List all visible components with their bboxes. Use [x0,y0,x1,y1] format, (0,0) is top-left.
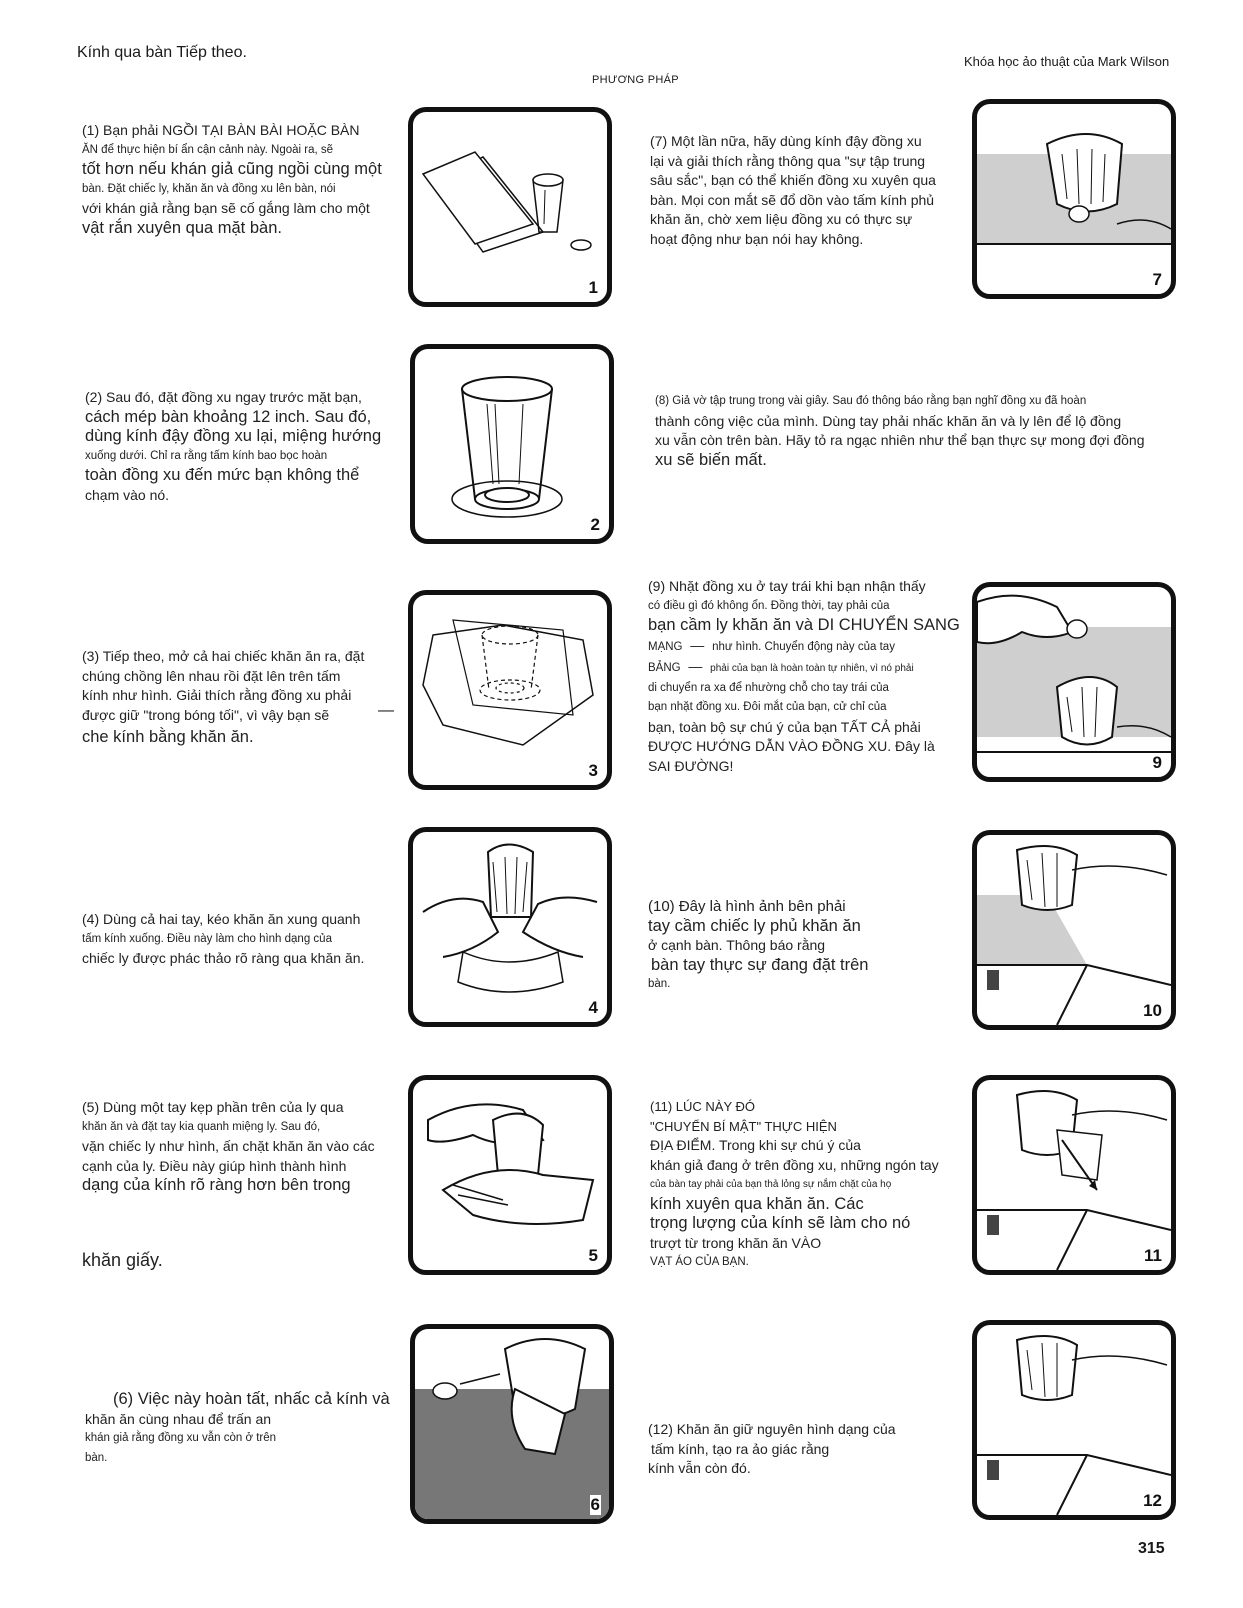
panel-number: 2 [590,515,600,534]
page-header-left: Kính qua bàn Tiếp theo. [77,44,247,61]
step-9-caption [648,577,960,776]
caption-line: toàn đồng xu đến mức bạn không thể [85,466,360,484]
step-8-caption [655,392,1145,470]
caption-line [648,636,960,658]
caption-line: tốt hơn nếu khán giả cũng ngồi cùng một [82,160,382,178]
napkin-retains-shape-illustration [977,1325,1171,1515]
illustration-panel-12 [972,1320,1176,1520]
caption-line: chạm vào nó. [85,486,170,503]
caption-line: lại và giải thích rằng thông qua "sự tập trung [650,152,926,169]
caption-line: khăn ăn cùng nhau để trấn an [85,1410,272,1427]
caption-line: ở cạnh bàn. Thông báo rằng [648,937,826,953]
dash-mark: — [690,636,705,653]
caption-line: cách mép bàn khoảng 12 inch. Sau đó, [85,407,372,426]
caption-line: được giữ "trong bóng tối", vì vậy bạn sẽ [82,706,330,723]
step-7-caption [650,132,936,249]
caption-line: di chuyển ra xa để nhường chỗ cho tay trái của [648,681,889,694]
panel-number: 1 [588,278,598,297]
caption-line: (4) Dùng cả hai tay, kéo khăn ăn xung quanh [82,911,361,927]
caption-line: "CHUYỂN BÍ MẬT" THỰC HIỆN [650,1118,837,1134]
caption-line: sâu sắc", bạn có thể khiến đồng xu xuyên qua [650,172,936,188]
step-5-caption [82,1098,375,1270]
glass-drops-into-lap-illustration [977,1080,1171,1270]
caption-line: bàn. [648,978,671,990]
caption-line: bàn. Đặt chiếc ly, khăn ăn và đồng xu lên bàn, nói [82,182,336,195]
caption-line: (2) Sau đó, đặt đồng xu ngay trước mặt bạn, [85,389,362,405]
caption-line: khăn giấy. [82,1249,163,1270]
panel-number: 7 [1152,270,1162,289]
step-2-caption [85,388,381,505]
hand-holding-covered-glass-illustration [977,104,1171,294]
panel-number: 10 [1143,1001,1162,1020]
step-11-caption [650,1097,939,1273]
caption-line: (9) Nhặt đồng xu ở tay trái khi bạn nhận thấy [648,578,926,594]
illustration-panel-5 [408,1075,612,1275]
illustration-panel-4 [408,827,612,1027]
caption-line: (7) Một lần nữa, hãy dùng kính đậy đồng xu [650,133,922,149]
caption-word: BẢNG [648,662,681,674]
dash-mark: — [688,658,703,674]
caption-line: (8) Giả vờ tập trung trong vài giây. Sau đó thông báo rằng bạn nghĩ đồng xu đã hoàn [655,395,1087,407]
caption-line: kính như hình. Giải thích rằng đồng xu phải [82,687,352,703]
caption-line: tấm kính xuống. Điều này làm cho hình dạng của [82,932,332,945]
caption-line: bạn, toàn bộ sự chú ý của bạn TẤT CẢ phải [648,718,921,735]
step-6-caption [85,1390,390,1468]
caption-line: kính vẫn còn đó. [648,1460,751,1476]
caption-line: có điều gì đó không ổn. Đồng thời, tay phải của [648,599,890,612]
caption-word: MẠNG [648,640,683,653]
caption-line: khán giả đang ở trên đồng xu, những ngón tay [650,1156,939,1173]
caption-line: chúng chồng lên nhau rồi đặt lên trên tấm [82,667,341,684]
illustration-panel-3 [408,590,612,790]
illustration-panel-9 [972,582,1176,782]
caption-line: SAI ĐƯỜNG! [648,757,734,774]
left-hand-picks-coin-illustration [977,587,1171,777]
caption-line: bàn. [85,1451,108,1464]
caption-line: ĐƯỢC HƯỚNG DẪN VÀO ĐỒNG XU. Đây là [648,738,935,754]
panel-number: 6 [590,1495,600,1514]
illustration-panel-10 [972,830,1176,1030]
glass-over-coin-illustration [415,349,609,539]
caption-line: (12) Khăn ăn giữ nguyên hình dạng của [648,1421,896,1437]
caption-line: xu vẫn còn trên bàn. Hãy tỏ ra ngạc nhiên như thể bạn thực sự mong đợi đồng [655,432,1145,448]
illustration-panel-11 [972,1075,1176,1275]
caption-line: của bàn tay phải của bạn thả lỏng sự nắm chặt của họ [650,1179,892,1190]
caption-line: khăn ăn, chờ xem liệu đồng xu có thực sự [650,211,913,227]
caption-line: bàn. Mọi con mắt sẽ đổ dồn vào tấm kính phủ [650,191,935,208]
illustration-panel-1 [408,107,612,307]
panel-number: 4 [588,998,598,1017]
illustration-panel-6 [410,1324,614,1524]
caption-line: bạn cầm ly khăn ăn và DI CHUYỂN SANG [648,616,960,634]
panel-number: 12 [1143,1491,1162,1510]
caption-word: như hình. Chuyển động này của tay [712,640,895,653]
glass-napkins-coin-illustration [413,112,607,302]
caption-line: (3) Tiếp theo, mở cả hai chiếc khăn ăn ra, đặt [82,648,365,664]
twisting-glass-illustration [413,1080,607,1270]
caption-line: khăn ăn và đặt tay kia quanh miệng ly. Sau đó, [82,1120,321,1133]
caption-line: vật rắn xuyên qua mặt bàn. [82,218,282,237]
step-1-caption [82,121,382,238]
caption-line: cạnh của ly. Điều này giúp hình thành hình [82,1157,347,1174]
panel-number: 9 [1152,753,1162,772]
caption-line: với khán giả rằng bạn sẽ cố gắng làm cho một [82,200,370,216]
caption-line: trượt từ trong khăn ăn VÀO [650,1234,822,1251]
caption-line: ĐỊA ĐIỂM. Trong khi sự chú ý của [650,1137,861,1153]
caption-line: chiếc ly được phác thảo rõ ràng qua khăn ăn. [82,950,365,966]
panel-number: 11 [1144,1246,1162,1265]
caption-line: (11) LÚC NÀY ĐÓ [650,1099,755,1114]
caption-line: che kính bằng khăn ăn. [82,728,254,746]
caption-word: phải của bạn là hoàn toàn tự nhiên, vì nó phải [710,663,914,674]
caption-line: hoạt động như bạn nói hay không. [650,230,864,247]
caption-line: tay cầm chiếc ly phủ khăn ăn [648,916,861,935]
caption-line [648,657,960,679]
caption-line: (1) Bạn phải NGỒI TẠI BÀN BÀI HOẶC BÀN [82,122,360,138]
caption-line: dạng của kính rõ ràng hơn bên trong [82,1176,351,1194]
caption-line: kính xuyên qua khăn ăn. Các [650,1194,864,1213]
illustration-panel-7 [972,99,1176,299]
caption-line: trọng lượng của kính sẽ làm cho nó [650,1214,911,1232]
step-10-caption [648,897,868,995]
caption-line: (6) Việc này hoàn tất, nhấc cả kính và [113,1390,390,1408]
panel-number: 5 [588,1246,598,1265]
caption-line: xu sẽ biến mất. [655,450,767,469]
caption-line: xuống dưới. Chỉ ra rằng tấm kính bao bọc hoàn [85,449,328,462]
caption-line: dùng kính đậy đồng xu lại, miệng hướng [85,427,382,445]
page-number: 315 [1138,1540,1165,1557]
panel-number: 3 [588,761,598,780]
hand-at-table-edge-illustration [977,835,1171,1025]
lifting-glass-reveals-coin-illustration [415,1329,609,1519]
caption-line: vặn chiếc ly như hình, ấn chặt khăn ăn vào các [82,1138,375,1154]
hands-pulling-napkin-illustration [413,832,607,1022]
caption-line: thành công việc của mình. Dùng tay phải nhấc khăn ăn và ly lên để lộ đồng [655,412,1122,429]
caption-line: ĂN để thực hiện bí ẩn cận cảnh này. Ngoài ra, sẽ [82,143,334,156]
caption-line: (10) Đây là hình ảnh bên phải [648,898,846,915]
caption-line: VẠT ÁO CỦA BẠN. [650,1256,749,1268]
step-12-caption [648,1420,896,1479]
section-title: PHƯƠNG PHÁP [592,74,679,86]
page-header-right: Khóa học ảo thuật của Mark Wilson [964,54,1170,69]
caption-line: khán giả rằng đồng xu vẫn còn ở trên [85,1432,277,1444]
caption-line: (5) Dùng một tay kẹp phần trên của ly qua [82,1099,344,1115]
dash-mark: — [378,702,394,719]
step-4-caption [82,910,364,969]
caption-line: tấm kính, tạo ra ảo giác rằng [651,1440,830,1457]
illustration-panel-2 [410,344,614,544]
napkin-covered-glass-illustration [413,595,607,785]
caption-line: bạn nhặt đồng xu. Đôi mắt của bạn, cử chỉ của [648,701,887,713]
step-3-caption [82,647,364,748]
caption-line: bàn tay thực sự đang đặt trên [651,955,869,974]
